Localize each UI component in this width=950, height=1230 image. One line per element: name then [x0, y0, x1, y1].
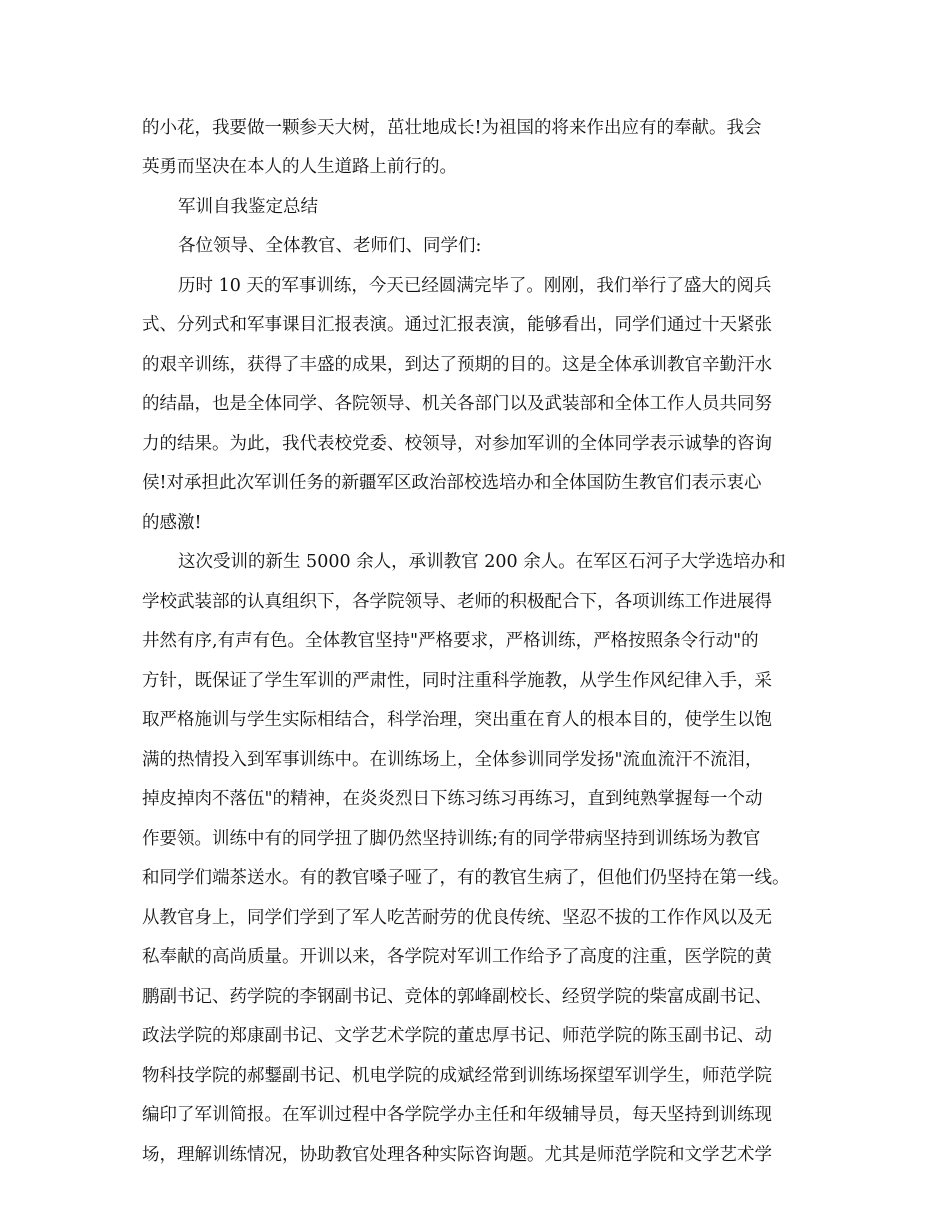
text-line: 和同学们端茶送水。有的教官嗓子哑了，有的教官生病了，但他们仍坚持在第一线。: [142, 868, 790, 888]
text-line: 鹏副书记、药学院的李钢副书记、竞体的郭峰副校长、经贸学院的柴富成副书记、: [142, 987, 772, 1007]
text-line: 井然有序,有声有色。全体教官坚持"严格要求，严格训练，严格按照条令行动"的: [142, 631, 759, 651]
text-line: 式、分列式和军事课目汇报表演。通过汇报表演，能够看出，同学们通过十天紧张: [142, 315, 772, 335]
text-line: 方针，既保证了学生军训的严肃性，同时注重科学施教，从学生作风纪律入手，采: [142, 671, 772, 691]
text-line: 这次受训的新生 5000 余人，承训教官 200 余人。在军区石河子大学选培办和: [178, 552, 786, 572]
text-line: 掉皮掉肉不落伍"的精神，在炎炎烈日下练习练习再练习，直到纯熟掌握每一个动: [142, 789, 763, 809]
text-line: 英勇而坚决在本人的人生道路上前行的。: [142, 157, 457, 177]
salutation: 各位领导、全体教官、老师们、同学们:: [178, 236, 482, 256]
text-line: 政法学院的郑康副书记、文学艺术学院的董忠厚书记、师范学院的陈玉副书记、动: [142, 1026, 772, 1046]
text-line: 从教官身上，同学们学到了军人吃苦耐劳的优良传统、坚忍不拔的工作作风以及无: [142, 908, 772, 928]
text-line: 场，理解训练情况，协助教官处理各种实际咨询题。尤其是师范学院和文学艺术学: [142, 1145, 772, 1165]
text-line: 的结晶，也是全体同学、各院领导、机关各部门以及武装部和全体工作人员共同努: [142, 394, 772, 414]
section-heading: 军训自我鉴定总结: [178, 197, 318, 217]
text-line: 侯!对承担此次军训任务的新疆军区政治部校选培办和全体国防生教官们表示衷心: [142, 473, 762, 493]
text-line: 编印了军训简报。在军训过程中各学院学办主任和年级辅导员，每天坚持到训练现: [142, 1105, 772, 1125]
text-line: 作要领。训练中有的同学扭了脚仍然坚持训练;有的同学带病坚持到训练场为教官: [142, 829, 761, 849]
text-line: 取严格施训与学生实际相结合，科学治理，突出重在育人的根本目的，使学生以饱: [142, 710, 772, 730]
text-line: 力的结果。为此，我代表校党委、校领导，对参加军训的全体同学表示诚挚的咨询: [142, 434, 772, 454]
text-line: 学校武装部的认真组织下，各学院领导、老师的积极配合下，各项训练工作进展得: [142, 592, 772, 612]
text-line: 的艰辛训练，获得了丰盛的成果，到达了预期的目的。这是全体承训教官辛勤汗水: [142, 355, 772, 375]
text-line: 的感激!: [142, 513, 202, 533]
text-line: 私奉献的高尚质量。开训以来，各学院对军训工作给予了高度的注重，医学院的黄: [142, 947, 772, 967]
text-line: 满的热情投入到军事训练中。在训练场上，全体参训同学发扬"流血流汗不流泪，: [142, 750, 763, 770]
text-line: 物科技学院的郝鑋副书记、机电学院的成斌经常到训练场探望军训学生，师范学院: [142, 1066, 772, 1086]
text-line: 历时 10 天的军事训练，今天已经圆满完毕了。刚刚，我们举行了盛大的阅兵: [178, 276, 772, 296]
text-line: 的小花，我要做一颗参天大树，茁壮地成长!为祖国的将来作出应有的奉献。我会: [142, 118, 762, 138]
